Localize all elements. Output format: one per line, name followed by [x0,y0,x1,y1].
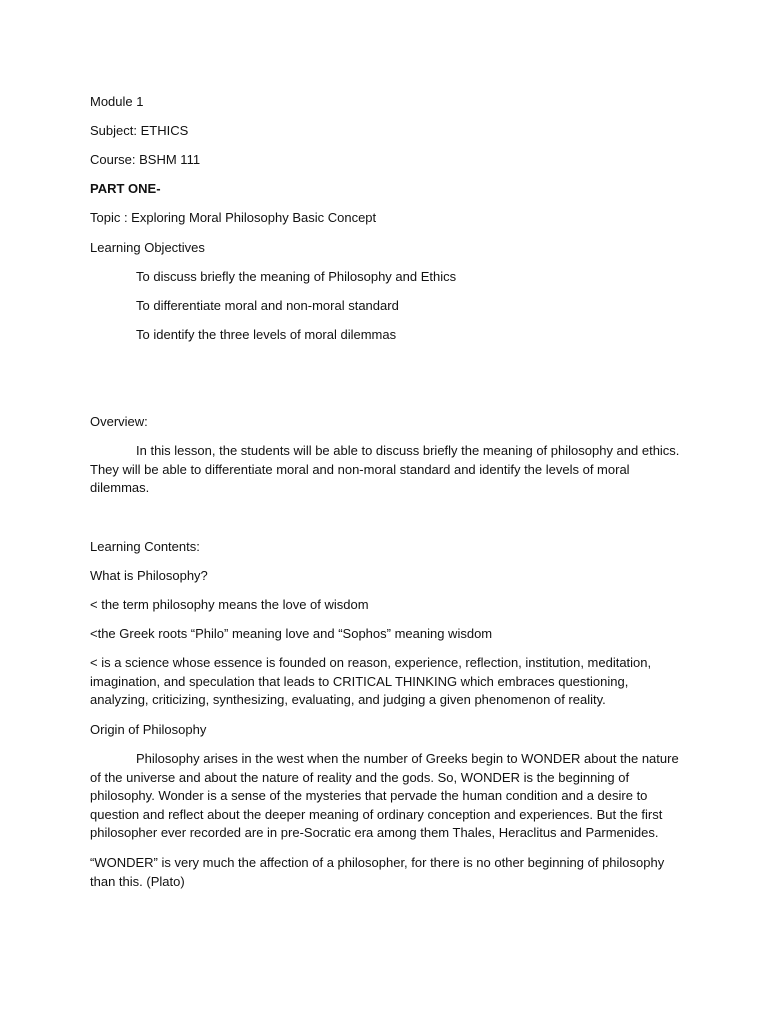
module-label: Module 1 [90,94,144,109]
objective-item: To differentiate moral and non-moral standard [136,298,399,313]
topic-label: Topic : Exploring Moral Philosophy Basic Concept [90,210,377,225]
overview-paragraph [90,442,680,498]
plato-quote: “WONDER” is very much the affection of a philosopher, for there is no other beginning of philosophy than this. (Plato) [90,855,665,889]
course-label: Course: BSHM 111 [90,152,201,167]
contents-heading: Learning Contents: [90,539,200,554]
origin-text: Philosophy arises in the west when the number of Greeks begin to WONDER about the nature of the universe and about the nature of reality and the gods. So, WONDER is the beginning of philosophy. Wonder is a sense of the mysteries that pervade the human condition and a desire to question and reflect about the deeper meaning of ordinary conception and experiences. But the first philosopher ever recorded are in pre-Socratic era among them Thales, Heraclitus and Parmenides. [90,751,679,841]
overview-heading: Overview: [90,414,148,429]
subject-label: Subject: ETHICS [90,123,189,138]
objective-item: To discuss briefly the meaning of Philosophy and Ethics [136,269,457,284]
origin-heading: Origin of Philosophy [90,722,207,737]
bullet-point: < the term philosophy means the love of wisdom [90,597,369,612]
origin-paragraph [90,750,680,843]
objective-item: To identify the three levels of moral dilemmas [136,327,397,342]
objectives-heading: Learning Objectives [90,240,205,255]
part-heading: PART ONE- [90,181,161,196]
bullet-point: < is a science whose essence is founded on reason, experience, reflection, institution, meditation, imagination, and speculation that leads to CRITICAL THINKING which embraces questioning, analyzing, criticizing, synthesizing, evaluating, and judging a given phenomenon of reality. [90,655,652,708]
bullet-point: <the Greek roots “Philo” meaning love and “Sophos” meaning wisdom [90,626,493,641]
philosophy-question: What is Philosophy? [90,568,208,583]
overview-text: In this lesson, the students will be able to discuss briefly the meaning of philosophy and ethics. They will be able to differentiate moral and non-moral standard and identify the levels of moral dilemmas. [90,443,680,496]
